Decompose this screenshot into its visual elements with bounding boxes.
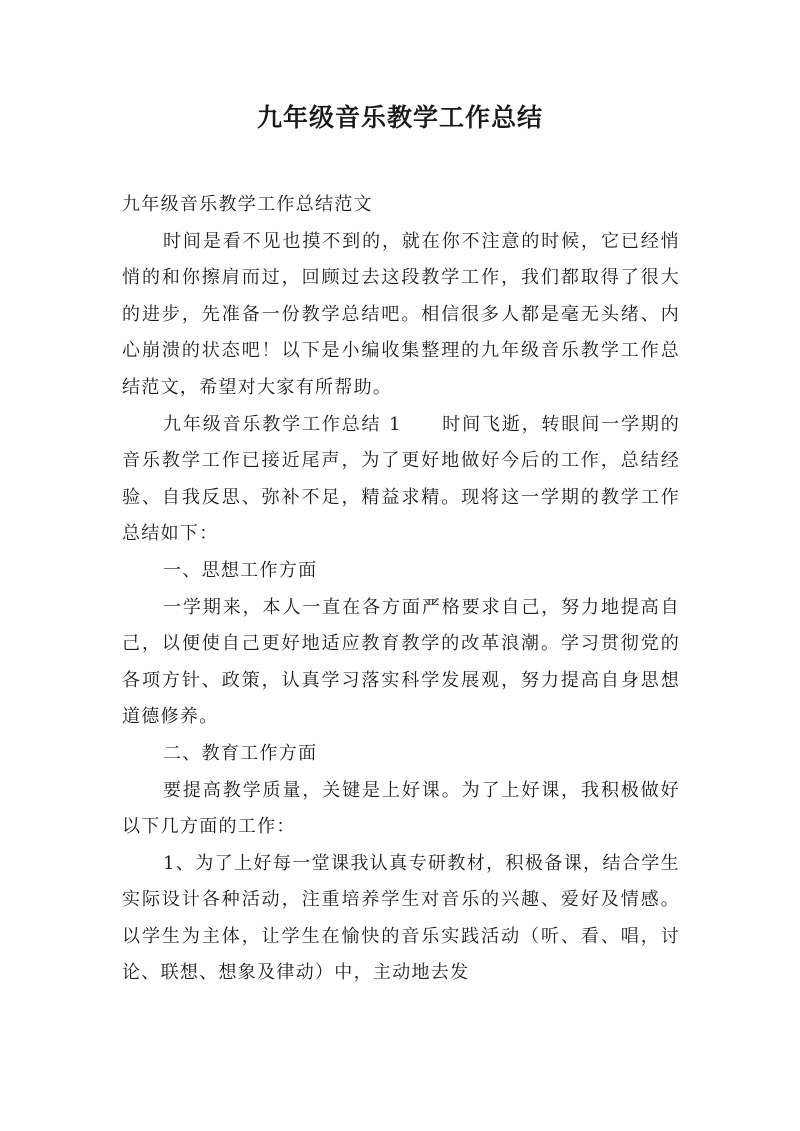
document-subtitle: 九年级音乐教学工作总结范文 — [122, 194, 373, 215]
part-2-paragraph: 要提高教学质量，关键是上好课。为了上好课，我积极做好以下几方面的工作： — [122, 779, 680, 838]
item-1-paragraph: 1、为了上好每一堂课我认真专研教材，积极备课，结合学生实际设计各种活动，注重培养学生对音乐的兴趣、爱好及情感。以学生为主体，让学生在愉快的音乐实践活动（听、看、唱，讨论、联想、想象及律动）中，主动地去发 — [122, 852, 680, 984]
document-title: 九年级音乐教学工作总结 — [256, 103, 543, 132]
part-2-heading: 二、教育工作方面 — [163, 742, 318, 764]
section-1-heading: 九年级音乐教学工作总结 1 — [163, 413, 402, 435]
section-1-paragraph — [122, 407, 680, 553]
part-1-heading: 一、思想工作方面 — [163, 559, 318, 581]
intro-paragraph: 时间是看不见也摸不到的，就在你不注意的时候，它已经悄悄的和你擦肩而过，回顾过去这段教学工作，我们都取得了很大的进步，先准备一份教学总结吧。相信很多人都是毫无头绪、内心崩溃的状态吧！以下是小编收集整理的九年级音乐教学工作总结范文，希望对大家有所帮助。 — [122, 230, 680, 398]
document-body — [122, 187, 680, 992]
section-1-text: 时间飞逝，转眼间一学期的音乐教学工作已接近尾声，为了更好地做好今后的工作，总结经验、自我反思、弥补不足，精益求精。现将这一学期的教学工作总结如下： — [122, 413, 680, 545]
part-1-paragraph: 一学期来，本人一直在各方面严格要求自己，努力地提高自己，以便使自己更好地适应教育教学的改革浪潮。学习贯彻党的各项方针、政策，认真学习落实科学发展观，努力提高自身思想道德修养。 — [122, 596, 680, 728]
